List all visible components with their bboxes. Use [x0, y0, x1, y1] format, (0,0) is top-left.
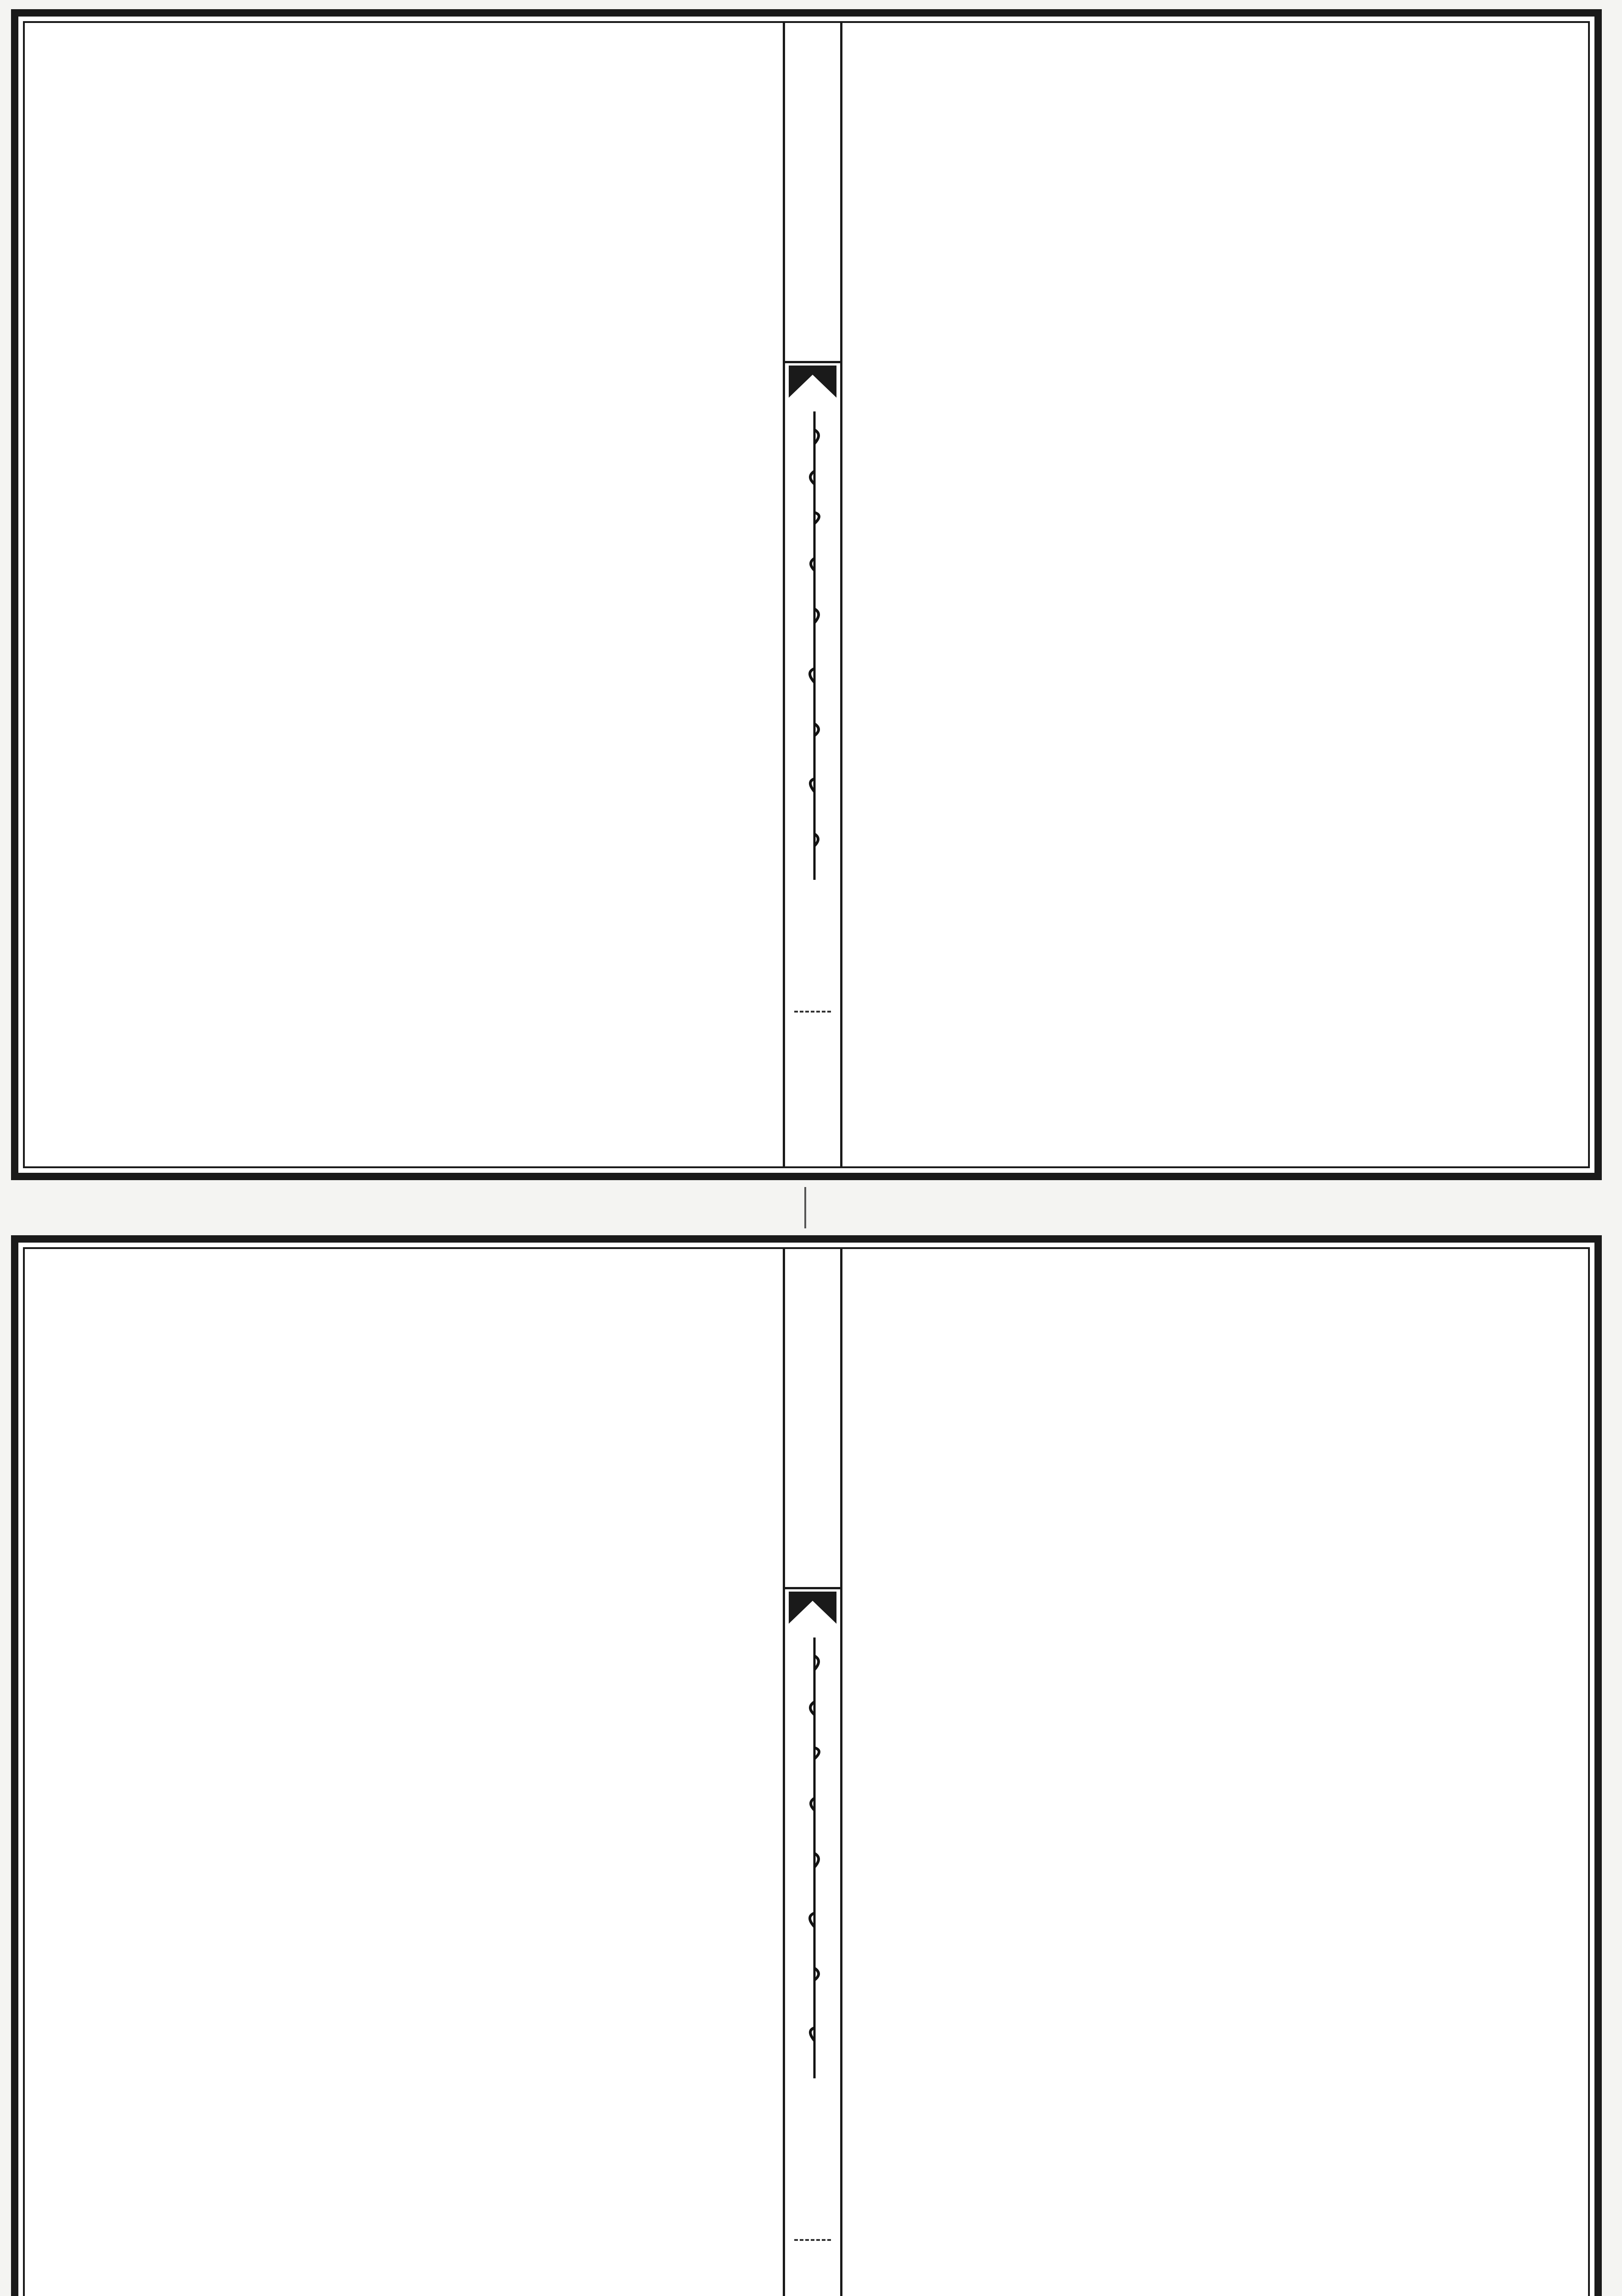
fishtail-ornament	[789, 366, 836, 402]
page-number	[785, 2161, 840, 2234]
library-title	[785, 1256, 845, 1587]
page-centre-strip	[783, 21, 842, 1168]
upper-page-sheet	[11, 9, 1602, 1180]
page-number	[785, 953, 840, 1008]
strip-rule	[785, 1587, 840, 1589]
gutter-mark	[804, 1187, 806, 1228]
page-centre-strip	[783, 1247, 842, 2296]
library-title	[785, 30, 845, 361]
lower-page-sheet	[11, 1235, 1602, 2296]
strip-dashed-rule	[794, 2239, 831, 2241]
strip-manchu-title	[802, 411, 827, 880]
strip-rule	[785, 361, 840, 363]
strip-dashed-rule	[794, 1011, 831, 1013]
fishtail-ornament	[789, 1592, 836, 1628]
strip-manchu-title	[802, 1638, 827, 2078]
